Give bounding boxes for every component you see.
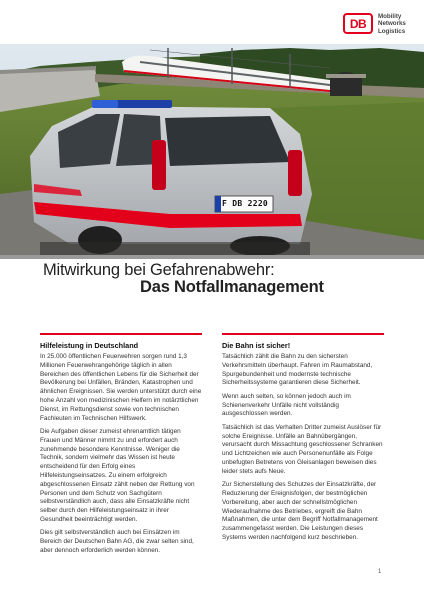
tagline-line: Logistics <box>378 27 406 35</box>
paragraph: Tatsächlich ist das Verhalten Dritter zumeist Auslöser für solche Ereignisse. Unfälle an Bahnübergängen, verursacht durch Missachtung geschlossener Schranken und Lichtzeichen wie auch Personenunfälle als Folge unbefugten Betretens von Gleisanlagen beweisen dies leider stets aufs Neue. <box>222 423 383 475</box>
right-column <box>222 333 384 547</box>
title-divider <box>0 255 424 259</box>
hero-photo <box>0 44 424 255</box>
paragraph: Die Aufgaben dieser zumeist ehrenamtlich tätigen Frauen und Männer nimmt zu und erfordert auch zunehmende besondere Kenntnisse. Weniger die Technik, sondern vielmehr das Wissen ist heute entscheidend für den Erfolg eines Hilfeleistungseinsatzes. Zu einem erfolgreich abgeschlossenen Einsatz zählt neben der Rettung von Personen und dem Schutz von Sachgütern selbstverständlich auch, dass alle Einsatzkräfte nicht selber durch den Hilfeleistungseinsatz in ihrer Gesundheit beeinträchtigt werden. <box>40 427 195 523</box>
section-heading: Die Bahn ist sicher! <box>222 341 291 350</box>
page-header <box>0 0 424 44</box>
license-plate: F DB 2220 <box>222 199 269 208</box>
left-column <box>40 333 202 560</box>
section-heading: Hilfeleistung in Deutschland <box>40 341 139 350</box>
paragraph: Tatsächlich zählt die Bahn zu den sichersten Verkehrsmitteln überhaupt. Fahren im Raumabstand, Spurgebundenheit und modernste technische Sicherheitssysteme garantieren diese Sicherheit. <box>222 353 373 387</box>
paragraph: In 25.000 öffentlichen Feuerwehren sorgen rund 1,3 Millionen Feuerwehrangehörige täglich in allen Bereichen des öffentlichen Lebens für die Sicherheit der Bevölkerung bei Unfällen, Bränden, Katastrophen und ähnlichen Ereignissen. Sie werden unterstützt durch eine hohe Anzahl von medizinischen Helfern im notärztlichen Dienst, im Rettungsdienst sowie von technischen Fachleuten im Technischen Hilfswerk. <box>40 353 202 422</box>
title-area <box>0 255 424 311</box>
db-logo-text: DB <box>349 16 367 31</box>
paragraph: Dies gilt selbstverständlich auch bei Einsätzen im Bereich der Deutschen Bahn AG, die zwar selten sind, aber dennoch erforderlich werden können. <box>40 529 194 554</box>
tagline-line: Mobility <box>378 13 402 20</box>
tagline-line: Networks <box>378 20 406 28</box>
db-logo <box>343 13 373 34</box>
column-rule <box>222 333 384 335</box>
page-title: Mitwirkung bei Gefahrenabwehr: <box>43 261 275 279</box>
paragraph: Zur Sicherstellung des Schutzes der Einsatzkräfte, der Reduzierung der Ereignisfolgen, der bestmöglichen Vorbereitung, aber auch der schnellstmöglichen Wiederaufnahme des Betriebes, ergreift die Bahn Maßnahmen, die unter dem Begriff Notfallmanagement zusammengefasst werden. Die Leistungen dieses Systems werden nachfolgend kurz beschrieben. <box>222 481 378 541</box>
column-rule <box>40 333 202 335</box>
page-subtitle: Das Notfallmanagement <box>140 278 324 296</box>
paragraph: Wenn auch selten, so können jedoch auch im Schienenverkehr Unfälle nicht vollständig ausgeschlossen werden. <box>222 392 351 418</box>
tagline <box>378 13 424 35</box>
page-number: 1 <box>378 569 382 575</box>
